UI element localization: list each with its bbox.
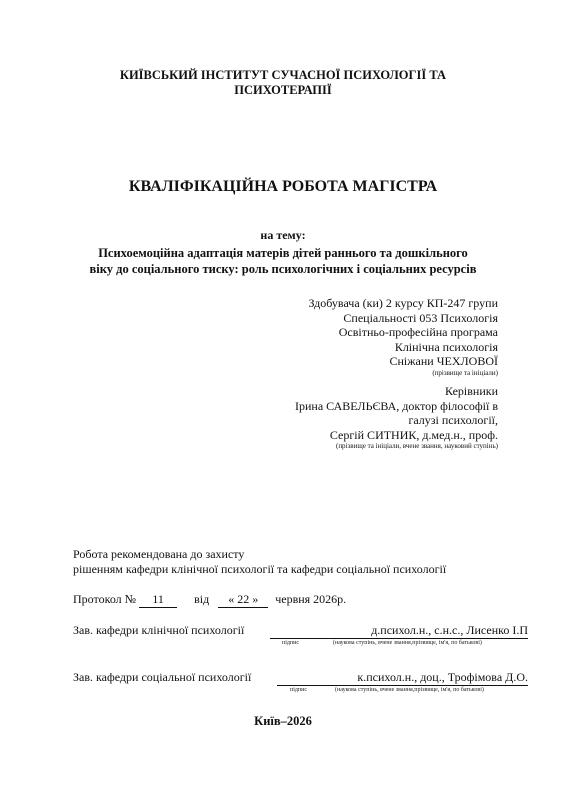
head1-signature-line — [270, 623, 528, 639]
head1-name: д.психол.н., с.н.с., Лисенко І.П — [371, 623, 528, 637]
recommendation-line-2: рішенням кафедри клінічної психології та кафедри соціальної психології — [73, 562, 447, 576]
protocol-from: від — [194, 592, 210, 606]
head2-info-caption: (наукова ступінь, вчене звання,прізвище, ім'я, по батькові) — [335, 687, 484, 693]
head2-label: Зав. кафедри соціальної психології — [73, 670, 252, 684]
institute-line-1: КИЇВСЬКИЙ ІНСТИТУТ СУЧАСНОЇ ПСИХОЛОГІЇ ТА — [119, 68, 447, 82]
head1-sign-caption: підпис — [282, 640, 300, 646]
topic-line-1: Психоемоційна адаптація матерів дітей раннього та дошкільного — [98, 246, 468, 260]
protocol-number: 11 — [139, 592, 177, 608]
institute-line-2: ПСИХОТЕРАПІЇ — [234, 83, 332, 97]
head1-label: Зав. кафедри клінічної психології — [73, 623, 245, 637]
student-program-name: Клінічна психологія — [394, 339, 498, 354]
footer-city-year: Київ–2026 — [254, 714, 312, 728]
student-program: Освітньо-професійна програма — [338, 325, 498, 339]
head2-signature-line — [277, 670, 528, 686]
supervisors-caption: (прізвище та ініціали, вчене звання, науковий ступінь) — [335, 442, 498, 450]
student-name: Сніжани ЧЕХЛОВОЇ — [389, 354, 498, 368]
recommendation — [73, 547, 446, 577]
topic-line-2: віку до соціального тиску: роль психологічних і соціальних ресурсів — [89, 262, 477, 276]
supervisors-label: Керівники — [445, 384, 498, 398]
supervisors-info — [295, 384, 498, 451]
student-specialty: Спеціальності 053 Психологія — [343, 310, 498, 325]
head2-sign-caption: підпис — [290, 687, 308, 693]
theme-label: на тему: — [260, 228, 306, 242]
student-info — [308, 296, 498, 378]
head2-name: к.психол.н., доц., Трофімова Д.О. — [357, 670, 528, 684]
protocol-label: Протокол № — [73, 592, 137, 606]
supervisor-2: Сергій СИТНИК, д.мед.н., проф. — [329, 427, 498, 442]
supervisor-1-line-2: галузі психології, — [408, 413, 498, 427]
head1-info-caption: (наукова ступінь, вчене звання,прізвище, ім'я, по батькові) — [333, 640, 482, 646]
protocol-day: « 22 » — [218, 592, 268, 608]
document-title: КВАЛІФІКАЦІЙНА РОБОТА МАГІСТРА — [128, 178, 438, 195]
student-course: Здобувача (ки) 2 курсу КП-247 групи — [308, 296, 498, 310]
thesis-topic — [0, 245, 566, 277]
institute-name — [0, 68, 566, 98]
protocol-month-year: червня 2026р. — [275, 592, 347, 606]
student-name-caption: (прізвище та ініціали) — [432, 368, 498, 377]
protocol-line — [73, 592, 346, 608]
supervisor-1-line-1: Ірина САВЕЛЬЄВА, доктор філософії в — [295, 398, 498, 413]
recommendation-line-1: Робота рекомендована до захисту — [73, 547, 245, 561]
